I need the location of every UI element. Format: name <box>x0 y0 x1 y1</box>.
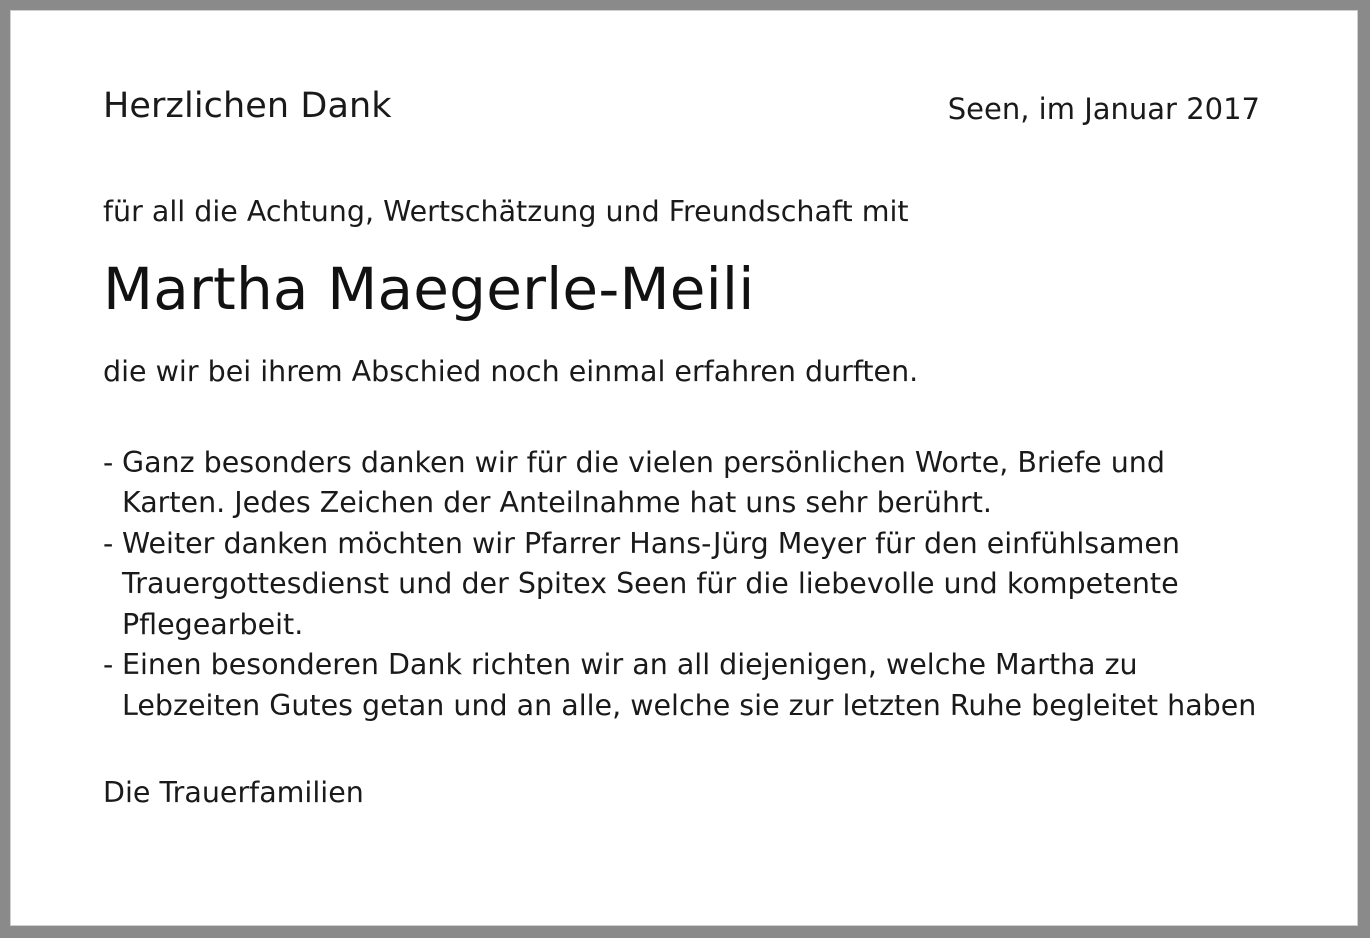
deceased-name: Martha Maegerle-Meili <box>103 254 755 323</box>
list-item-text: Ganz besonders danken wir für die vielen persönlichen Worte, Briefe und Karten. Jedes Zeichen der Anteilnahme hat uns sehr berührt. <box>122 446 1165 520</box>
card-header <box>103 11 1265 124</box>
list-item-text: Weiter danken möchten wir Pfarrer Hans-Jürg Meyer für den einfühlsamen Trauergottesdienst und der Spitex Seen für die liebevolle und kompetente Pflegearbeit. <box>122 526 1180 641</box>
bullet-dash-icon: - <box>103 648 114 682</box>
bullet-dash-icon: - <box>103 446 114 479</box>
list-item <box>103 524 1265 645</box>
place-and-date: Seen, im Januar 2017 <box>947 92 1260 126</box>
subintro-text: die wir bei ihrem Abschied noch einmal erfahren durften. <box>103 354 919 388</box>
bullet-dash-icon: - <box>103 526 114 560</box>
intro-text: für all die Achtung, Wertschätzung und Freundschaft mit <box>103 195 909 228</box>
thanks-list <box>103 443 1265 726</box>
list-item <box>103 645 1265 726</box>
list-item <box>103 443 1265 524</box>
list-item-text: Einen besonderen Dank richten wir an all diejenigen, welche Martha zu Lebzeiten Gutes getan und an alle, welche sie zur letzten Ruhe begleitet haben <box>122 648 1257 722</box>
page-title: Herzlichen Dank <box>103 86 392 126</box>
signature-text: Die Trauerfamilien <box>103 776 364 810</box>
obituary-card <box>10 10 1358 926</box>
